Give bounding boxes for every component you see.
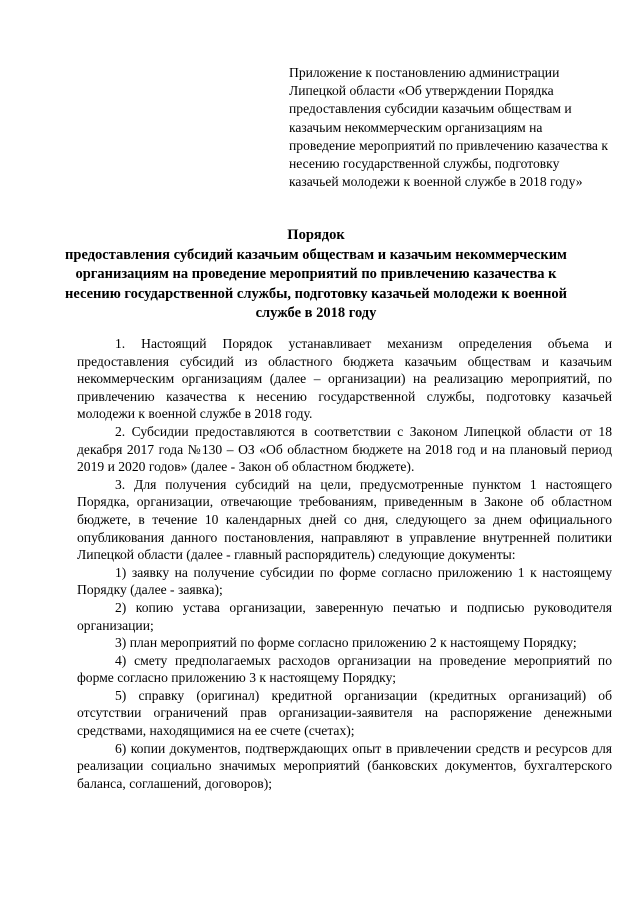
paragraph-2: 2. Субсидии предоставляются в соответствии с Законом Липецкой области от 18 декабря 2017 года №130 – ОЗ «Об областном бюджете на 2018 год и на плановый период 2019 и 2020 годов» (далее - Закон об областном бюджете).	[77, 423, 612, 475]
appendix-note: Приложение к постановлению администрации Липецкой области «Об утверждении Порядка предоставления субсидии казачьим обществам и казачьим некоммерческим организациям на проведение мероприятий по привлечению казачества к несению государственной службы, подготовку казачьей молодежи к военной службе в 2018 году»	[289, 65, 608, 190]
list-item-2: 2) копию устава организации, заверенную печатью и подписью руководителя организации;	[77, 599, 612, 633]
document-subtitle: предоставления субсидий казачьим обществам и казачьим некоммерческим организациям на проведение мероприятий по привлечению казачества к несению государственной службы, подготовку казачьей молодежи к военной службе в 2018 году	[65, 246, 567, 321]
document-body	[77, 335, 612, 792]
list-item-3: 3) план мероприятий по форме согласно приложению 2 к настоящему Порядку;	[115, 635, 577, 651]
paragraph-3: 3. Для получения субсидий на цели, предусмотренные пунктом 1 настоящего Порядка, организации, отвечающие требованиям, приведенным в Законе об областном бюджете, в течение 10 календарных дней со дня, следующего за днем официального опубликования данного постановления, направляют в управление внутренней политики Липецкой области (далее - главный распорядитель) следующие документы:	[77, 476, 612, 563]
document-heading	[62, 226, 570, 324]
list-item-4: 4) смету предполагаемых расходов организации на проведение мероприятий по форме согласно приложению 3 к настоящему Порядку;	[77, 652, 612, 686]
list-item-5: 5) справку (оригинал) кредитной организации (кредитных организаций) об отсутствии ограничений прав организации-заявителя на распоряжение денежными средствами, находящимися на ее счете (счетах);	[77, 687, 612, 739]
document-title: Порядок	[287, 227, 345, 243]
list-item-1: 1) заявку на получение субсидии по форме согласно приложению 1 к настоящему Порядку (далее - заявка);	[77, 564, 612, 598]
paragraph-1: 1. Настоящий Порядок устанавливает механизм определения объема и предоставления субсидий из областного бюджета казачьим обществам и казачьим некоммерческим организациям (далее – организации) на реализацию мероприятий, по привлечению казачества к несению государственной службы, подготовку казачьей молодежи к военной службе в 2018 году.	[77, 336, 612, 422]
list-item-6: 6) копии документов, подтверждающих опыт в привлечении средств и ресурсов для реализации социально значимых мероприятий (банковских документов, бухгалтерского баланса, соглашений, договоров);	[77, 740, 612, 791]
